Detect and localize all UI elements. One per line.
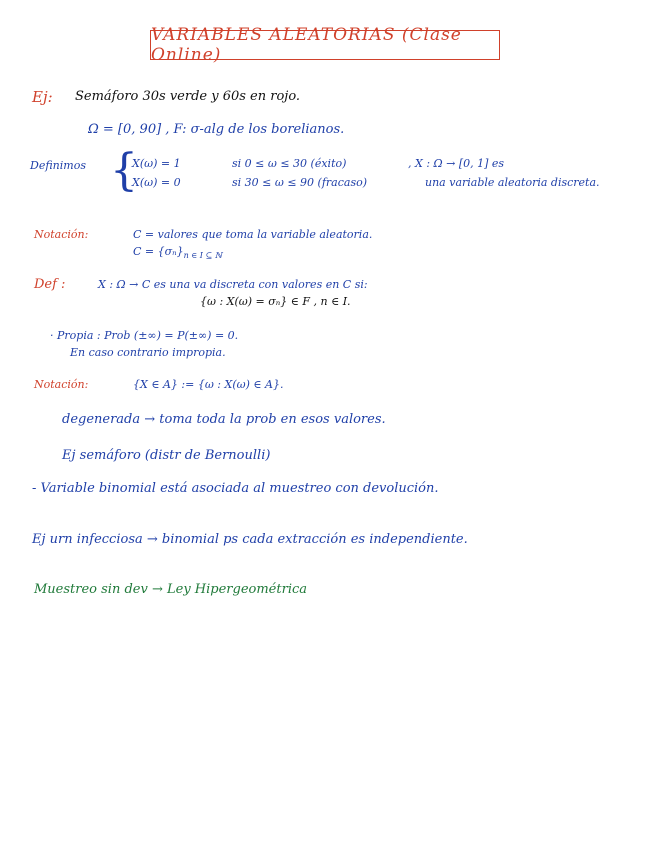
notation-line2 xyxy=(133,246,222,260)
property-line1: · Propia : Prob (±∞) = P(±∞) = 0. xyxy=(50,329,239,342)
def-line1: X : Ω → C es una va discreta con valores en C si: xyxy=(98,278,368,291)
page-title: VARIABLES ALEATORIAS (Clase Online) xyxy=(150,30,500,60)
definimos-label: Definimos xyxy=(30,159,86,172)
binomial-line: - Variable binomial está asociada al muestreo con devolución. xyxy=(32,481,439,496)
bernoulli-example: Ej semáforo (distr de Bernoulli) xyxy=(62,448,271,463)
example-text: Semáforo 30s verde y 60s en rojo. xyxy=(75,89,301,104)
brace-icon: { xyxy=(110,145,138,196)
notation-line1: C = valores que toma la variable aleatoria. xyxy=(133,228,373,241)
sample-space-line: Ω = [0, 90] , F: σ-alg de los borelianos. xyxy=(88,122,345,137)
example-label: Ej: xyxy=(32,88,53,106)
notation2-label: Notación: xyxy=(34,378,89,391)
notation2-text: {X ∈ A} := {ω : X(ω) ∈ A}. xyxy=(133,378,284,391)
urn-example: Ej urn infecciosa → binomial ps cada extracción es independiente. xyxy=(32,532,468,547)
hypergeometric-line: Muestreo sin dev → Ley Hipergeométrica xyxy=(34,582,308,597)
definimos-rhs2: una variable aleatoria discreta. xyxy=(425,176,600,189)
case1-expr: X(ω) = 1 xyxy=(132,157,181,170)
property-line2: En caso contrario impropia. xyxy=(70,346,226,359)
notation-line2-main: C = {σₙ} xyxy=(133,245,184,258)
case1-cond: si 0 ≤ ω ≤ 30 (éxito) xyxy=(232,157,347,170)
notation-label: Notación: xyxy=(34,228,89,241)
case2-cond: si 30 ≤ ω ≤ 90 (fracaso) xyxy=(232,176,367,189)
degenerate-line: degenerada → toma toda la prob en esos valores. xyxy=(62,412,386,427)
case2-expr: X(ω) = 0 xyxy=(132,176,181,189)
def-line2: {ω : X(ω) = σₙ} ∈ F , n ∈ I. xyxy=(200,295,351,308)
def-label: Def : xyxy=(34,277,66,292)
notation-line2-sub: n ∈ I ⊆ ℕ xyxy=(183,251,223,261)
definimos-rhs1: , X : Ω → [0, 1] es xyxy=(408,157,505,170)
